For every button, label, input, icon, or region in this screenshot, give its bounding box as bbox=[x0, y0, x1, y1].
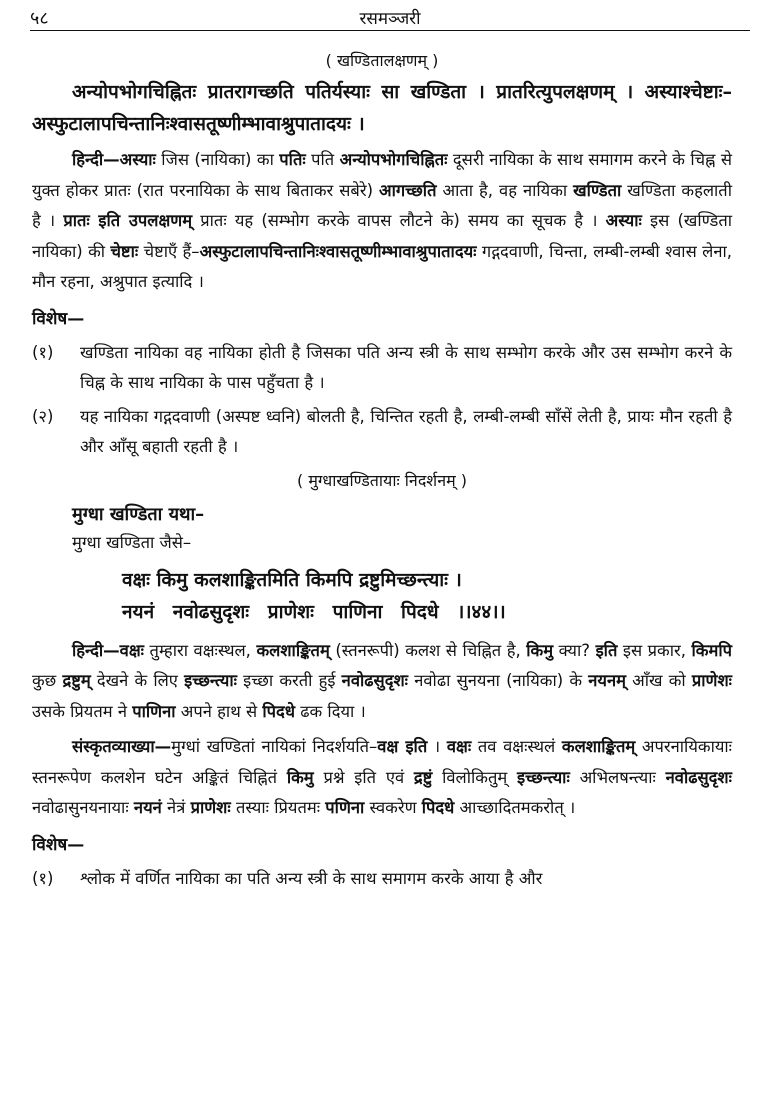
hindi-commentary-1: हिन्दी—अस्याः जिस (नायिका) का पतिः पति अन्योपभोगचिह्नितः दूसरी नायिका के साथ समागम करने के चिह्न से युक्त होकर प्रातः (रात परनायिका के साथ बिताकर सबेरे) आगच्छति आता है, वह नायिका खण्डिता खण्डिता कहलाती है । प्रातः इति उपलक्षणम् प्रातः यह (सम्भोग करके वापस लौटने के) समय का सूचक है । अस्याः इस (खण्डिता नायिका) की चेष्टाः चेष्टाएँ हैं–अस्फुटालापचिन्तानिःश्वासतूष्णीम्भावाश्रुपातादयः गद्गदवाणी, चिन्ता, लम्बी-लम्बी श्वास लेना, मौन रहना, अश्रुपात इत्यादि । bbox=[32, 150, 733, 291]
section-heading-mugdha-khandita: ( मुग्धाखण्डितायाः निदर्शनम् ) bbox=[297, 470, 467, 490]
list-item bbox=[32, 402, 732, 462]
example-heading-hindi: मुग्धा खण्डिता जैसे– bbox=[72, 532, 192, 552]
definition-sutra: अन्योपभोगचिह्नितः प्रातरागच्छति पतिर्यस्याः सा खण्डिता । प्रातरित्युपलक्षणम् । अस्याश्चेष्टाः–अस्फुटालापचिन्तानिःश्वासतूष्णीम्भावाश्रुपातादयः । bbox=[32, 81, 732, 135]
verse-line-2: नयनं नवोढसुदृशः प्राणेशः पाणिना पिदधे ।।४४।। bbox=[122, 600, 506, 623]
list-item-number: (१) bbox=[32, 868, 54, 888]
vishesh-heading-2: विशेष— bbox=[32, 834, 85, 855]
list-item-text: यह नायिका गद्गदवाणी (अस्पष्ट ध्वनि) बोलती है, चिन्तित रहती है, लम्बी-लम्बी साँसें लेती है, प्रायः मौन रहती है और आँसू बहाती रहती है । bbox=[80, 406, 732, 456]
list-item-number: (२) bbox=[32, 406, 54, 426]
example-heading: मुग्धा खण्डिता यथा– bbox=[72, 503, 205, 525]
list-item-number: (१) bbox=[32, 342, 54, 362]
list-item-text: खण्डिता नायिका वह नायिका होती है जिसका पति अन्य स्त्री के साथ सम्भोग करके और उस सम्भोग करने के चिह्न के साथ नायिका के पास पहुँचता है । bbox=[80, 342, 732, 392]
hindi-commentary-2: हिन्दी—वक्षः तुम्हारा वक्षःस्थल, कलशाङ्कितम् (स्तनरूपी) कलश से चिह्नित है, किमु क्या? इति इस प्रकार, किमपि कुछ द्रष्टुम् देखने के लिए इच्छन्त्याः इच्छा करती हुई नवोढसुदृशः नवोढा सुनयना (नायिका) के नयनम् आँख को प्राणेशः उसके प्रियतम ने पाणिना अपने हाथ से पिदधे ढक दिया । bbox=[32, 640, 733, 721]
vishesh-heading-1: विशेष— bbox=[32, 308, 85, 329]
verse-line-1: वक्षः किमु कलशाङ्कितमिति किमपि द्रष्टुमिच्छन्त्याः । bbox=[122, 568, 462, 591]
page-number: ५८ bbox=[30, 8, 49, 29]
section-heading-khandita-lakshanam: ( खण्डितालक्षणम् ) bbox=[325, 51, 439, 70]
book-title: रसमञ्जरी bbox=[359, 9, 421, 29]
list-item bbox=[32, 864, 732, 894]
page-body bbox=[32, 48, 732, 894]
list-item-text: श्लोक में वर्णित नायिका का पति अन्य स्त्री के साथ समागम करके आया है और bbox=[80, 868, 543, 888]
sanskrit-commentary: संस्कृतव्याख्या—मुग्धां खण्डितां नायिकां निदर्शयति–वक्ष इति । वक्षः तव वक्षःस्थलं कलशाङ्कितम् अपरनायिकायाः स्तनरूपेण कलशेन घटेन अङ्कितं चिह्नितं किमु प्रश्ने इति एवं द्रष्टुं विलोकितुम् इच्छन्त्याः अभिलषन्त्याः नवोढसुदृशः नवोढासुनयनायाः नयनं नेत्रं प्राणेशः तस्याः प्रियतमः पणिना स्वकरेण पिदधे आच्छादितमकरोत् । bbox=[32, 737, 733, 817]
page-header bbox=[30, 4, 750, 31]
list-item bbox=[32, 338, 732, 398]
